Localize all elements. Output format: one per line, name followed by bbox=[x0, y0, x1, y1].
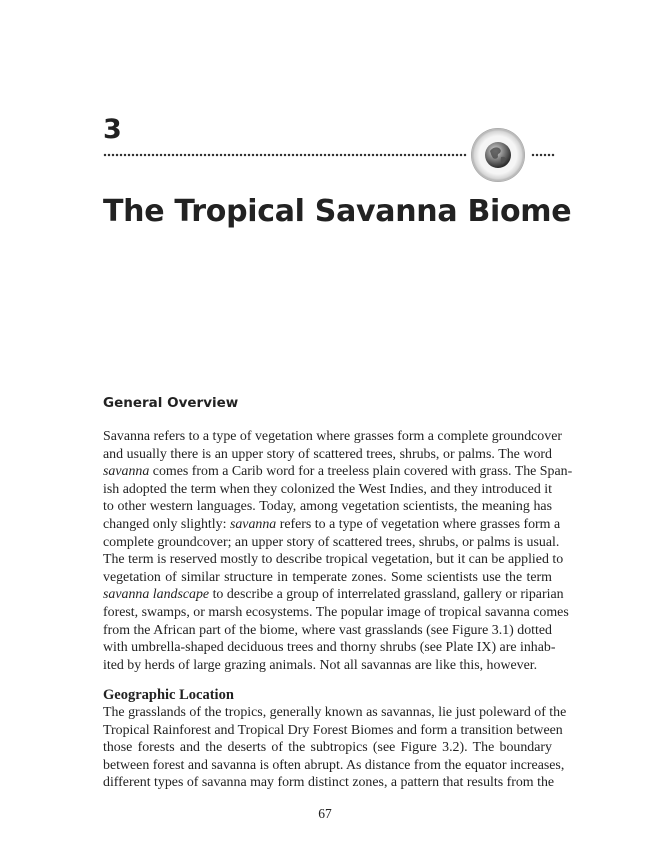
text-line: and usually there is an upper story of scattered trees, shrubs, or palms. The word bbox=[103, 446, 552, 462]
globe-icon bbox=[470, 127, 526, 183]
section-heading-geographic-location: Geographic Location bbox=[103, 687, 234, 703]
text-line: different types of savanna may form distinct zones, a pattern that results from the bbox=[103, 775, 555, 791]
text-line: The grasslands of the tropics, generally known as savannas, lie just poleward of the bbox=[103, 705, 567, 720]
text-line: changed only slightly: savanna refers to a type of vegetation where grasses form a bbox=[103, 516, 561, 532]
chapter-divider bbox=[103, 153, 467, 157]
text-line: The term is reserved mostly to describe tropical vegetation, but it can be applied to bbox=[103, 552, 564, 568]
text-line: savanna comes from a Carib word for a treeless plain covered with grass. The Span- bbox=[103, 464, 573, 480]
chapter-number: 3 bbox=[103, 114, 122, 145]
page-number: 67 bbox=[318, 806, 332, 821]
text-line: ish adopted the term when they colonized the West Indies, and they introduced it bbox=[103, 481, 552, 497]
text-line: Savanna refers to a type of vegetation where grasses form a complete groundcover bbox=[103, 429, 562, 444]
chapter-divider-end bbox=[531, 153, 555, 157]
text-line: forest, swamps, or marsh ecosystems. The popular image of tropical savanna comes bbox=[103, 604, 569, 620]
text-line: ited by herds of large grazing animals. Not all savannas are like this, however. bbox=[103, 657, 538, 673]
text-line: with umbrella-shaped deciduous trees and thorny shrubs (see Plate IX) are inhab- bbox=[103, 640, 556, 656]
text-line: those forests and the deserts of the subtropics (see Figure 3.2). The boundary bbox=[103, 740, 552, 756]
text-line: Tropical Rainforest and Tropical Dry Forest Biomes and form a transition between bbox=[103, 722, 563, 738]
geographic-location-paragraph bbox=[103, 704, 567, 792]
text-line: between forest and savanna is often abrupt. As distance from the equator increases, bbox=[103, 757, 565, 773]
section-heading-general-overview: General Overview bbox=[103, 395, 239, 411]
text-line: to other western languages. Today, among vegetation scientists, the meaning has bbox=[103, 499, 552, 515]
overview-paragraph bbox=[103, 428, 573, 674]
chapter-title: The Tropical Savanna Biome bbox=[103, 194, 572, 229]
text-line: complete groundcover; an upper story of scattered trees, shrubs, or palms is usual. bbox=[103, 534, 560, 550]
text-line: savanna landscape to describe a group of interrelated grassland, gallery or riparian bbox=[103, 587, 564, 603]
text-line: vegetation of similar structure in temperate zones. Some scientists use the term bbox=[103, 569, 552, 585]
text-line: from the African part of the biome, where vast grasslands (see Figure 3.1) dotted bbox=[103, 622, 552, 638]
